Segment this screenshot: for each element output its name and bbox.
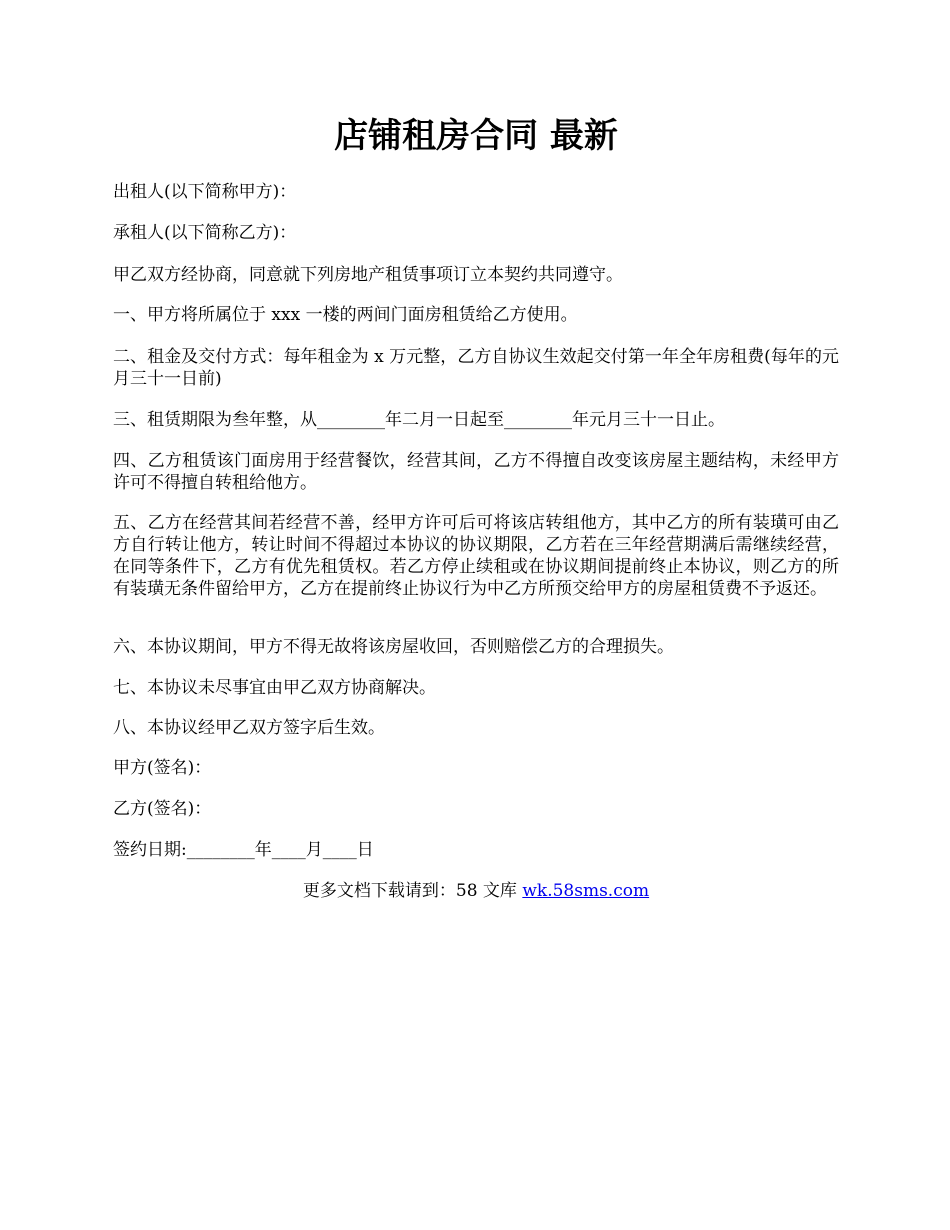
clause-8: 八、本协议经甲乙双方签字后生效。 (113, 718, 385, 738)
clause-3: 三、租赁期限为叁年整，从________年二月一日起至________年元月三十一日止。 (113, 410, 725, 430)
clause-6: 六、本协议期间，甲方不得无故将该房屋收回，否则赔偿乙方的合理损失。 (113, 637, 674, 657)
footer-prefix: 更多文档下载请到：58 文库 (302, 881, 523, 901)
clause-5: 五、乙方在经营其间若经营不善，经甲方许可后可将该店转组他方，其中乙方的所有装璜可由乙方自行转让他方，转让时间不得超过本协议的协议期限，乙方若在三年经营期满后需继续经营，在同等条件下，乙方有优先租赁权。若乙方停止续租或在协议期间提前终止本协议，则乙方的所有装璜无条件留给甲方，乙方在提前终止协议行为中乙方所预交给甲方的房屋租赁费不予返还。 (113, 513, 839, 599)
party-a-signature: 甲方(签名)： (113, 758, 212, 778)
clause-7: 七、本协议未尽事宜由甲乙双方协商解决。 (113, 678, 436, 698)
party-b-signature: 乙方(签名)： (113, 799, 212, 819)
clause-2: 二、租金及交付方式：每年租金为 x 万元整，乙方自协议生效起交付第一年全年房租费(每年的元月三十一日前) (113, 347, 839, 389)
lessor-line: 出租人(以下简称甲方)： (113, 182, 297, 202)
intro-paragraph: 甲乙双方经协商，同意就下列房地产租赁事项订立本契约共同遵守。 (113, 265, 623, 285)
signing-date: 签约日期:________年____月____日 (113, 840, 374, 860)
lessee-line: 承租人(以下简称乙方)： (113, 223, 297, 243)
clause-4: 四、乙方租赁该门面房用于经营餐饮，经营其间，乙方不得擅自改变该房屋主题结构，未经甲方许可不得擅自转租给他方。 (113, 451, 839, 493)
footer (113, 880, 839, 902)
footer-link[interactable]: wk.58sms.com (522, 881, 650, 901)
document-title: 店铺租房合同 最新 (334, 116, 618, 156)
clause-1: 一、甲方将所属位于 xxx 一楼的两间门面房租赁给乙方使用。 (113, 305, 578, 325)
